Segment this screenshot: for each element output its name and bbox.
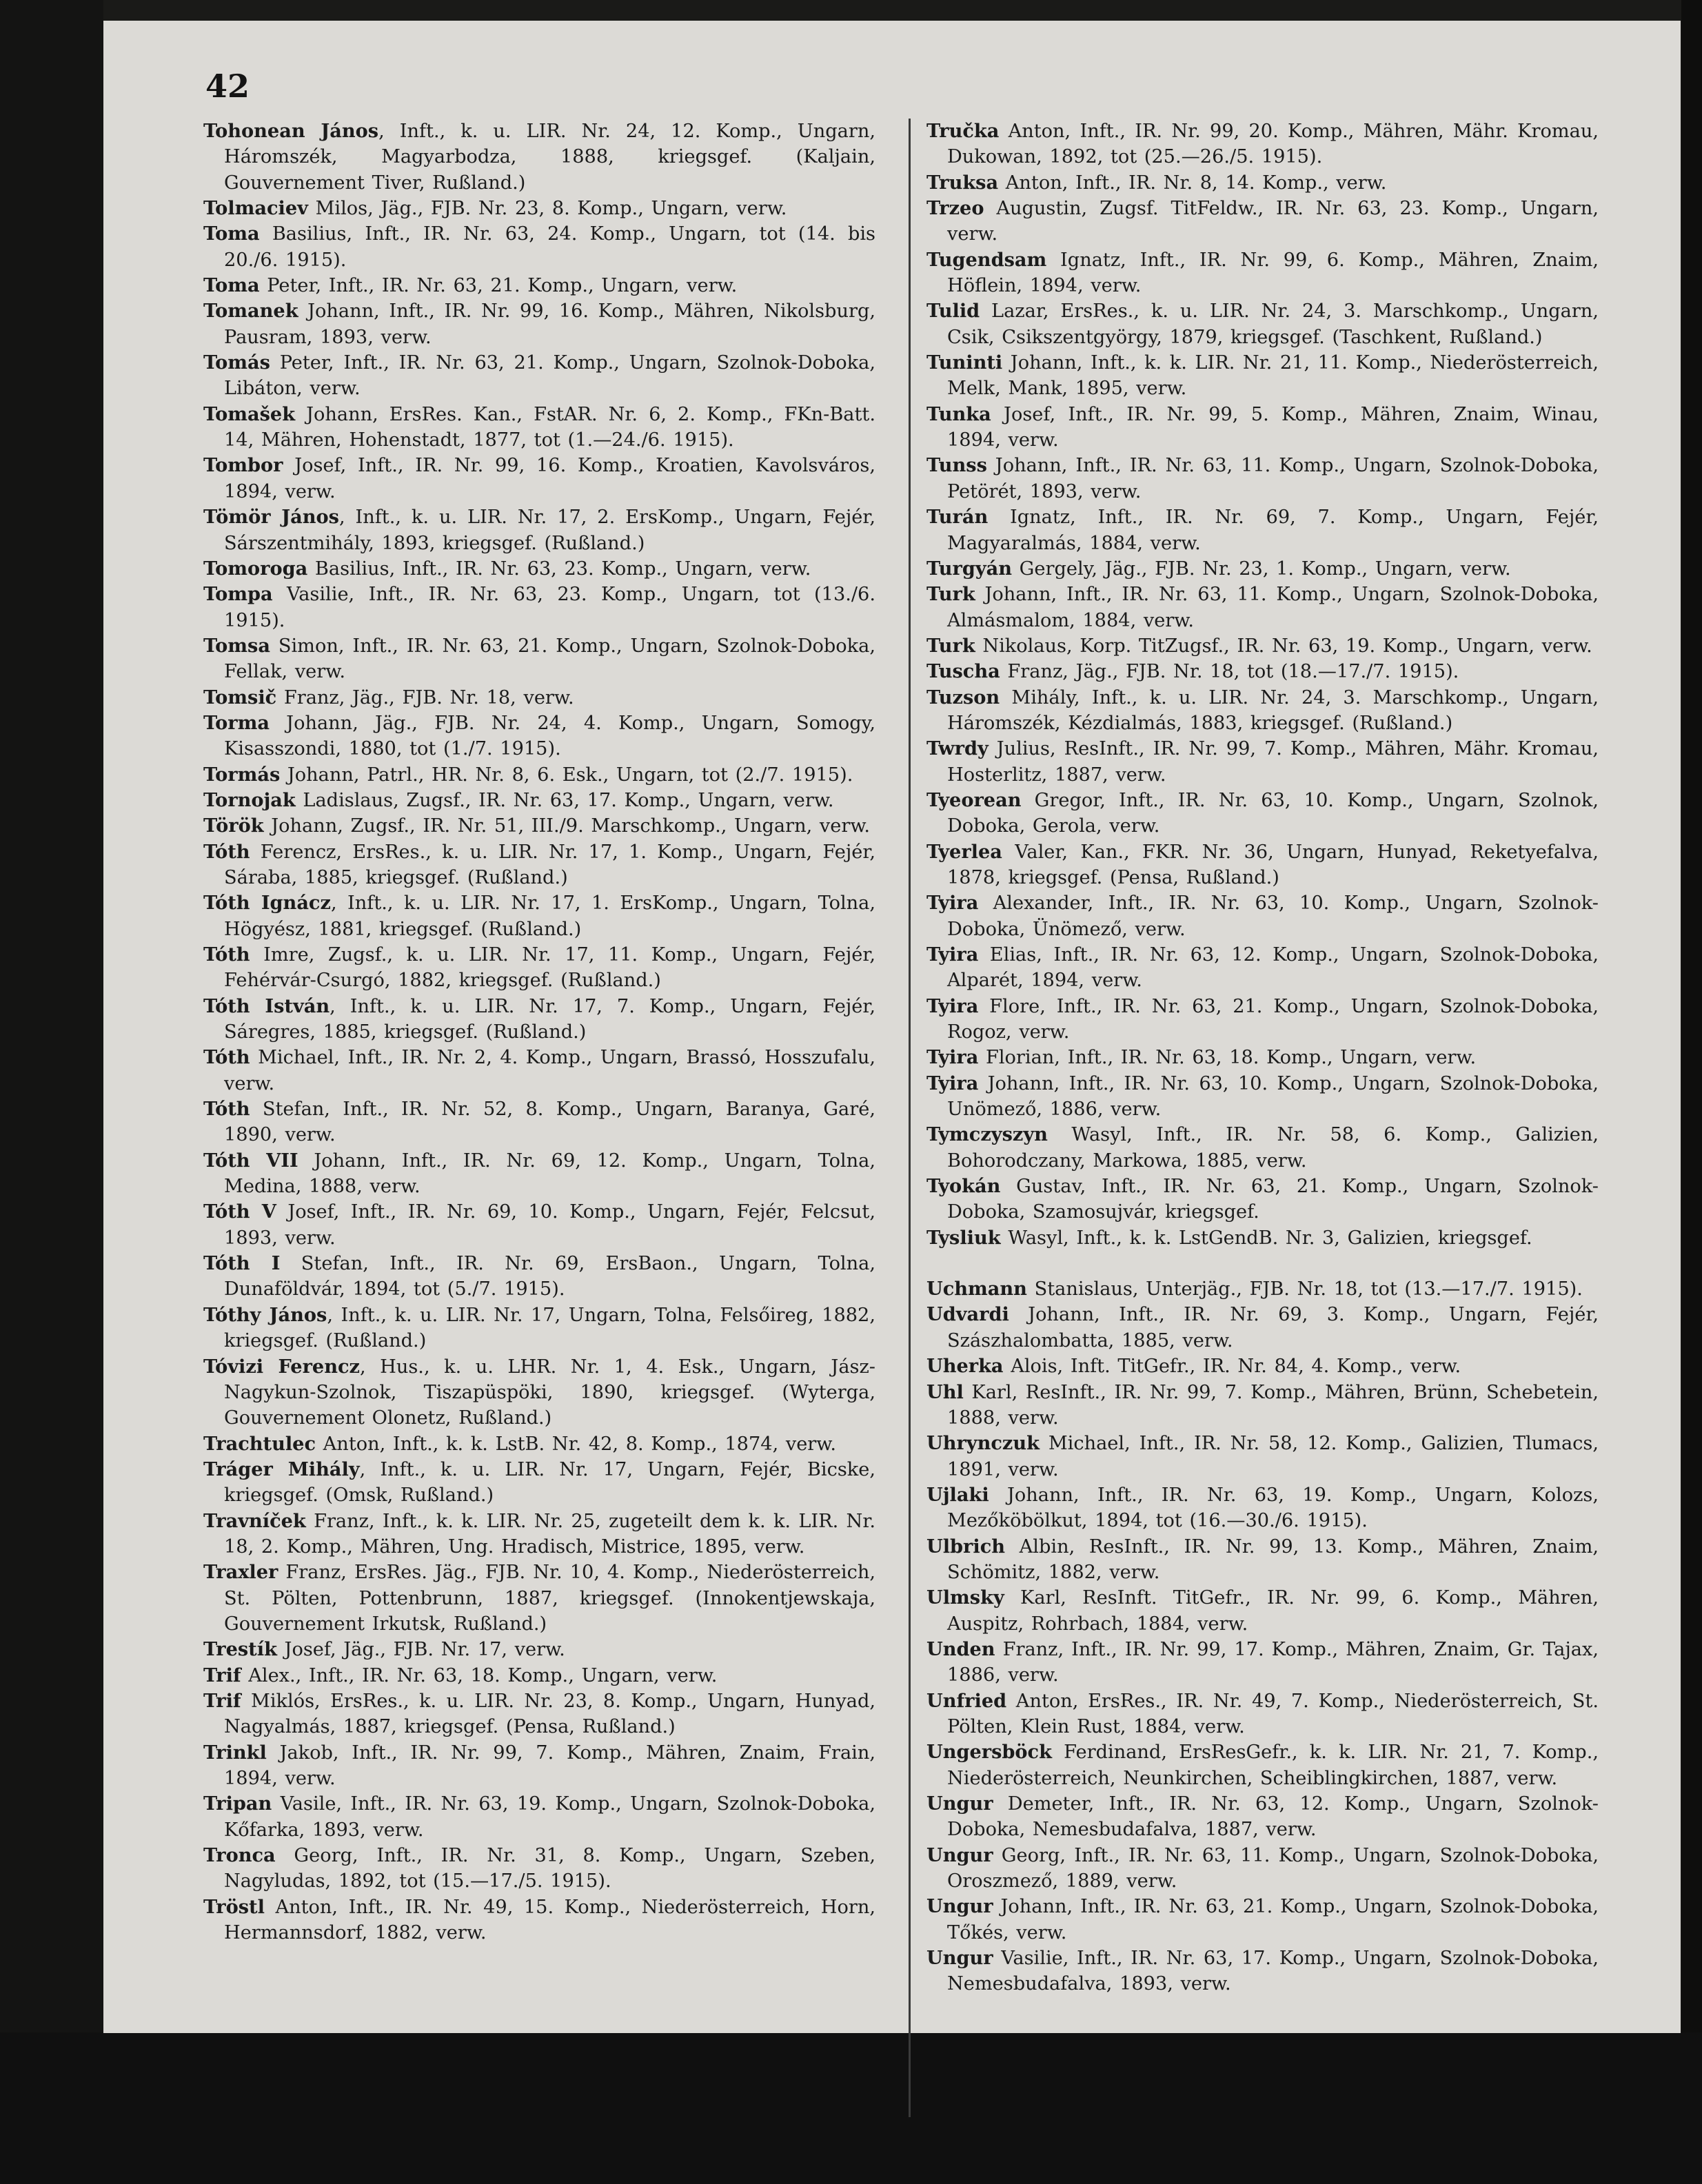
entry-details: Alex., Inft., IR. Nr. 63, 18. Komp., Ungarn, verw. [241,1664,718,1686]
entry-surname: Ulmsky [926,1586,1004,1609]
list-entry [926,1302,1599,1354]
entry-details: Lazar, ErsRes., k. u. LIR. Nr. 24, 3. Marschkomp., Ungarn, Csik, Csikszentgyörgy, 1879, kriegsgef. (Taschkent, Rußland.) [947,300,1599,348]
entry-details: Ladislaus, Zugsf., IR. Nr. 63, 17. Komp., Ungarn, verw. [295,789,834,811]
entry-details: Johann, ErsRes. Kan., FstAR. Nr. 6, 2. Komp., FKn-Batt. 14, Mähren, Hohenstadt, 1877, tot (1.—24./6. 1915). [224,403,875,451]
list-entry [926,1071,1599,1123]
entry-details: Franz, Jäg., FJB. Nr. 18, tot (18.—17./7. 1915). [1000,661,1459,683]
entry-details: , Inft., k. u. LIR. Nr. 17, Ungarn, Fejér, Bicske, kriegsgef. (Omsk, Rußland.) [224,1458,875,1507]
entry-surname: Tuninti [926,351,1003,374]
list-entry [926,1894,1599,1946]
entry-details: Albin, ResInft., IR. Nr. 99, 13. Komp., Mähren, Znaim, Schömitz, 1882, verw. [947,1535,1599,1583]
entry-surname: Ungersböck [926,1741,1052,1764]
entry-surname: Tormás [203,763,281,786]
list-entry [926,659,1599,684]
entry-details: Elias, Inft., IR. Nr. 63, 12. Komp., Ungarn, Szolnok-Doboka, Alparét, 1894, verw. [947,944,1599,992]
list-entry [203,1045,875,1096]
entry-surname: Tolmaciev [203,197,308,220]
entry-surname: Toma [203,223,260,245]
list-entry [203,350,875,402]
entry-details: Johann, Zugsf., IR. Nr. 51, III./9. Marschkomp., Ungarn, verw. [263,815,871,837]
list-entry [926,994,1599,1045]
list-entry [926,298,1599,350]
list-entry [203,1431,875,1457]
list-entry [926,1585,1599,1637]
entry-surname: Uchmann [926,1278,1027,1300]
list-entry [203,273,875,298]
entry-surname: Trif [203,1689,241,1712]
list-entry [203,1509,875,1560]
list-entry [203,788,875,813]
list-entry [203,1791,875,1843]
list-entry [203,119,875,196]
entry-surname: Tomanek [203,300,298,323]
entry-surname: Travníček [203,1509,306,1532]
entry-surname: Ulbrich [926,1535,1006,1558]
list-entry [926,453,1599,504]
entry-surname: Tyokán [926,1175,1001,1198]
entry-details: Johann, Inft., IR. Nr. 63, 19. Komp., Ungarn, Kolozs, Mezőköbölkut, 1894, tot (16.—30./6. 1915). [947,1484,1599,1532]
list-entry [926,402,1599,453]
entry-details: Gregor, Inft., IR. Nr. 63, 10. Komp., Ungarn, Szolnok, Doboka, Gerola, verw. [947,789,1599,837]
list-entry [203,1740,875,1792]
entry-surname: Unden [926,1637,995,1660]
list-entry [926,685,1599,737]
entry-details: Anton, ErsRes., IR. Nr. 49, 7. Komp., Niederösterreich, St. Pölten, Klein Rust, 1884, verw. [947,1690,1599,1737]
list-entry [926,633,1599,659]
entry-surname: Trestík [203,1638,277,1661]
list-entry [203,633,875,685]
entry-surname: Tunss [926,454,987,477]
entry-details: Josef, Inft., IR. Nr. 99, 16. Komp., Kroatien, Kavolsváros, 1894, verw. [224,455,875,502]
entry-surname: Traxler [203,1561,278,1584]
entry-details: Imre, Zugsf., k. u. LIR. Nr. 17, 11. Komp., Ungarn, Fejér, Fehérvár-Csurgó, 1882, kriegsgef. (Rußland.) [224,944,875,992]
entry-details: Michael, Inft., IR. Nr. 2, 4. Komp., Ungarn, Brassó, Hosszufalu, verw. [224,1047,875,1094]
list-entry [203,221,875,273]
entry-surname: Tomás [203,351,270,374]
list-entry [203,1354,875,1431]
list-entry [926,1225,1599,1251]
entry-surname: Tymczyszyn [926,1123,1048,1146]
entry-details: , Inft., k. u. LIR. Nr. 17, 1. ErsKomp., Ungarn, Tolna, Högyész, 1881, kriegsgef. (Rußland.) [224,892,876,940]
entry-details: Georg, Inft., IR. Nr. 31, 8. Komp., Ungarn, Szeben, Nagyludas, 1892, tot (15.—17./5. 1915). [224,1845,875,1892]
entry-surname: Truksa [926,171,999,194]
entry-details: Anton, Inft., IR. Nr. 8, 14. Komp., verw. [998,172,1387,194]
list-entry [926,736,1599,788]
list-entry [203,1663,875,1688]
entry-surname: Tóth [203,943,250,966]
list-entry [926,1843,1599,1895]
list-entry [926,196,1599,247]
entry-surname: Tronca [203,1844,276,1867]
entry-details: Michael, Inft., IR. Nr. 58, 12. Komp., Galizien, Tlumacs, 1891, verw. [947,1433,1599,1480]
entry-surname: Tomsič [203,686,277,708]
entry-surname: Tyeorean [926,788,1022,811]
list-entry [203,196,875,221]
entry-details: Stanislaus, Unterjäg., FJB. Nr. 18, tot (13.—17./7. 1915). [1026,1278,1583,1300]
entry-details: Anton, Inft., IR. Nr. 99, 20. Komp., Mähren, Mähr. Kromau, Dukowan, 1892, tot (25.—26./5. 1915). [947,121,1599,168]
entry-details: Julius, ResInft., IR. Nr. 99, 7. Komp., Mähren, Mähr. Kromau, Hosterlitz, 1887, verw. [947,738,1599,786]
entry-details: , Inft., k. u. LIR. Nr. 17, Ungarn, Tolna, Felsőireg, 1882, kriegsgef. (Rußland.) [224,1304,875,1352]
section-gap [926,1251,1599,1276]
entry-surname: Trachtulec [203,1432,316,1455]
list-entry [203,994,875,1045]
list-entry [926,1534,1599,1586]
entry-details: Johann, Jäg., FJB. Nr. 24, 4. Komp., Ungarn, Somogy, Kisasszondi, 1880, tot (1./7. 1915). [224,712,875,760]
entry-surname: Tompa [203,583,273,606]
entry-surname: Tyira [926,994,979,1017]
entry-surname: Tóvizi Ferencz [203,1355,360,1378]
entry-surname: Tuzson [926,686,1000,708]
entry-surname: Tóth István [203,994,330,1017]
entry-surname: Turk [926,634,975,657]
entry-surname: Twrdy [926,737,989,760]
entry-surname: Tóth Ignácz [203,892,331,915]
entry-details: Wasyl, Inft., k. k. LstGendB. Nr. 3, Galizien, kriegsgef. [1000,1227,1532,1249]
entry-surname: Tombor [203,454,283,477]
list-entry [203,1688,875,1740]
entry-details: , Inft., k. u. LIR. Nr. 17, 7. Komp., Ungarn, Fejér, Sáregres, 1885, kriegsgef. (Rußland.) [224,995,875,1043]
entry-details: Karl, ResInft., IR. Nr. 99, 7. Komp., Mähren, Brünn, Schebetein, 1888, verw. [947,1381,1599,1429]
entry-surname: Unfried [926,1689,1007,1712]
list-entry [203,1560,875,1637]
list-entry [926,504,1599,556]
entry-details: Simon, Inft., IR. Nr. 63, 21. Komp., Ungarn, Szolnok-Doboka, Fellak, verw. [224,635,875,683]
list-entry [203,1637,875,1662]
entry-surname: Tunka [926,402,991,425]
entry-details: Josef, Inft., IR. Nr. 69, 10. Komp., Ungarn, Fejér, Felcsut, 1893, verw. [224,1201,875,1249]
entry-surname: Tomoroga [203,557,308,580]
list-entry [926,788,1599,839]
list-entry [926,1482,1599,1534]
entry-details: Gustav, Inft., IR. Nr. 63, 21. Komp., Ungarn, Szolnok-Doboka, Szamosujvár, kriegsgef. [947,1176,1599,1223]
entry-details: Johann, Inft., IR. Nr. 63, 21. Komp., Ungarn, Szolnok-Doboka, Tőkés, verw. [947,1896,1599,1943]
list-entry [926,1354,1599,1379]
entry-surname: Tóthy János [203,1303,327,1326]
entry-surname: Ungur [926,1947,993,1970]
entry-details: Flore, Inft., IR. Nr. 63, 21. Komp., Ungarn, Szolnok-Doboka, Rogoz, verw. [947,995,1599,1043]
list-entry [926,247,1599,299]
list-entry [203,839,875,891]
entry-surname: Tohonean János [203,120,379,142]
list-entry [203,1457,875,1509]
list-entry [203,402,875,453]
list-entry [203,1199,875,1251]
entry-details: Johann, Inft., IR. Nr. 69, 12. Komp., Ungarn, Tolna, Medina, 1888, verw. [224,1150,875,1198]
entry-surname: Tóth [203,1098,250,1121]
list-entry [926,1276,1599,1302]
list-entry [203,1096,875,1148]
entry-details: Miklós, ErsRes., k. u. LIR. Nr. 23, 8. Komp., Ungarn, Hunyad, Nagyalmás, 1887, kriegsgef. (Pensa, Rußland.) [224,1690,875,1738]
entry-surname: Toma [203,274,260,297]
entry-surname: Tröstl [203,1895,265,1918]
list-entry [203,942,875,994]
entry-details: Georg, Inft., IR. Nr. 63, 11. Komp., Ungarn, Szolnok-Doboka, Oroszmező, 1889, verw. [947,1844,1599,1892]
entry-surname: Uhrynczuk [926,1432,1040,1455]
entry-surname: Tráger Mihály [203,1458,360,1480]
entry-surname: Ungur [926,1844,993,1866]
entry-surname: Tornojak [203,788,296,811]
entry-surname: Tomašek [203,402,296,425]
entry-details: Anton, Inft., k. k. LstB. Nr. 42, 8. Komp., 1874, verw. [316,1433,836,1455]
list-entry [203,1251,875,1303]
entry-details: Franz, Jäg., FJB. Nr. 18, verw. [276,686,574,708]
scan-border-bottom [0,2032,1702,2184]
list-entry [926,1174,1599,1225]
entry-details: Basilius, Inft., IR. Nr. 63, 23. Komp., Ungarn, verw. [307,558,811,580]
entry-surname: Uhl [926,1380,964,1403]
scan-border-left [0,0,103,2184]
entry-details: Josef, Inft., IR. Nr. 99, 5. Komp., Mähren, Znaim, Winau, 1894, verw. [947,403,1599,451]
entry-surname: Tóth V [203,1201,276,1223]
entry-surname: Turán [926,506,989,529]
entry-details: Vasilie, Inft., IR. Nr. 63, 23. Komp., Ungarn, tot (13./6. 1915). [224,584,875,631]
entry-details: Alois, Inft. TitGefr., IR. Nr. 84, 4. Komp., verw. [1003,1356,1461,1378]
entry-details: Ferdinand, ErsResGefr., k. k. LIR. Nr. 21, 7. Komp., Niederösterreich, Neunkirchen, Scheiblingkirchen, 1887, verw. [947,1742,1599,1789]
list-entry [203,1843,875,1895]
list-entry [926,1688,1599,1740]
list-entry [926,1380,1599,1431]
entry-details: Franz, ErsRes. Jäg., FJB. Nr. 10, 4. Komp., Niederösterreich, St. Pölten, Pottenbrunn, 1887, kriegsgef. (Innokentjewskaja, Gouvernement Irkutsk, Rußland.) [224,1562,875,1635]
entry-details: , Inft., k. u. LIR. Nr. 24, 12. Komp., Ungarn, Háromszék, Magyarbodza, 1888, kriegsgef. (Kaljain, Gouvernement Tiver, Rußland.) [224,121,875,194]
list-entry [926,890,1599,942]
entry-details: Peter, Inft., IR. Nr. 63, 21. Komp., Ungarn, verw. [259,275,738,297]
entry-surname: Tóth [203,840,250,863]
entry-surname: Tyira [926,1046,979,1069]
entry-details: Milos, Jäg., FJB. Nr. 23, 8. Komp., Ungarn, verw. [307,198,787,220]
entry-details: Valer, Kan., FKR. Nr. 36, Ungarn, Hunyad, Reketyefalva, 1878, kriegsgef. (Pensa, Rußland.) [947,841,1599,888]
right-column [926,119,1599,1997]
list-entry [926,1946,1599,1997]
entry-details: Demeter, Inft., IR. Nr. 63, 12. Komp., Ungarn, Szolnok-Doboka, Nemesbudafalva, 1887, verw. [947,1793,1599,1841]
list-entry [926,556,1599,582]
list-entry [926,839,1599,891]
entry-details: Franz, Inft., k. k. LIR. Nr. 25, zugeteilt dem k. k. LIR. Nr. 18, 2. Komp., Mähren, Ung. Hradisch, Mistrice, 1895, verw. [224,1510,875,1558]
list-entry [203,890,875,942]
list-entry [926,1739,1599,1791]
list-entry [926,119,1599,170]
entry-details: Stefan, Inft., IR. Nr. 52, 8. Komp., Ungarn, Baranya, Garé, 1890, verw. [224,1099,875,1146]
entry-surname: Tulid [926,300,980,323]
list-entry [203,1303,875,1354]
list-entry [203,1148,875,1200]
entry-details: Johann, Inft., IR. Nr. 63, 10. Komp., Ungarn, Szolnok-Doboka, Unömező, 1886, verw. [947,1072,1599,1121]
entry-surname: Tyira [926,892,979,915]
entry-details: Franz, Inft., IR. Nr. 99, 17. Komp., Mähren, Znaim, Gr. Tajax, 1886, verw. [947,1638,1599,1686]
entry-details: Vasile, Inft., IR. Nr. 63, 19. Komp., Ungarn, Szolnok-Doboka, Kőfarka, 1893, verw. [224,1793,875,1841]
entry-details: Johann, Inft., IR. Nr. 69, 3. Komp., Ungarn, Fejér, Szászhalombatta, 1885, verw. [947,1304,1599,1351]
entry-details: Anton, Inft., IR. Nr. 49, 15. Komp., Niederösterreich, Horn, Hermannsdorf, 1882, verw. [224,1896,875,1944]
entry-details: Jakob, Inft., IR. Nr. 99, 7. Komp., Mähren, Znaim, Frain, 1894, verw. [224,1742,875,1789]
entry-surname: Udvardi [926,1303,1009,1326]
entry-details: Ferencz, ErsRes., k. u. LIR. Nr. 17, 1. Komp., Ungarn, Fejér, Sáraba, 1885, kriegsgef. (Rußland.) [224,841,875,888]
list-entry [926,1791,1599,1843]
entry-surname: Ungur [926,1895,993,1918]
entry-details: Josef, Jäg., FJB. Nr. 17, verw. [276,1639,565,1661]
list-entry [203,298,875,350]
entry-details: Johann, Inft., IR. Nr. 63, 11. Komp., Ungarn, Szolnok-Doboka, Petörét, 1893, verw. [947,455,1599,502]
entry-surname: Uherka [926,1355,1004,1378]
entry-details: Basilius, Inft., IR. Nr. 63, 24. Komp., Ungarn, tot (14. bis 20./6. 1915). [224,223,875,271]
entry-details: Peter, Inft., IR. Nr. 63, 21. Komp., Ungarn, Szolnok-Doboka, Libáton, verw. [224,352,875,400]
column-divider [909,119,911,2117]
list-entry [203,504,875,556]
entry-surname: Tomsa [203,634,270,657]
entry-details: Wasyl, Inft., IR. Nr. 58, 6. Komp., Galizien, Bohorodczany, Markowa, 1885, verw. [947,1124,1599,1172]
list-entry [203,556,875,582]
entry-details: Karl, ResInft. TitGefr., IR. Nr. 99, 6. Komp., Mähren, Auspitz, Rohrbach, 1884, verw. [947,1587,1599,1635]
entry-details: Johann, Inft., IR. Nr. 63, 11. Komp., Ungarn, Szolnok-Doboka, Almásmalom, 1884, verw. [947,584,1599,631]
entry-surname: Tugendsam [926,248,1047,271]
list-entry [926,1122,1599,1174]
entry-surname: Turk [926,583,975,606]
entry-details: Johann, Inft., k. k. LIR. Nr. 21, 11. Komp., Niederösterreich, Melk, Mank, 1895, verw. [947,352,1599,400]
list-entry [926,582,1599,633]
list-entry [203,1895,875,1946]
list-entry [203,685,875,711]
entry-surname: Tuscha [926,660,1000,683]
entry-surname: Török [203,815,264,837]
entry-details: Mihály, Inft., k. u. LIR. Nr. 24, 3. Marschkomp., Ungarn, Háromszék, Kézdialmás, 1883, kriegsgef. (Rußland.) [947,686,1599,734]
list-entry [203,582,875,633]
entry-details: Augustin, Zugsf. TitFeldw., IR. Nr. 63, 23. Komp., Ungarn, verw. [947,198,1599,245]
entry-details: Vasilie, Inft., IR. Nr. 63, 17. Komp., Ungarn, Szolnok-Doboka, Nemesbudafalva, 1893, verw. [947,1948,1599,1995]
entry-surname: Trzeo [926,197,984,220]
entry-surname: Torma [203,711,270,734]
entry-surname: Tručka [926,120,1000,142]
list-entry [926,1045,1599,1070]
list-entry [203,453,875,504]
entry-surname: Tyira [926,943,979,966]
entry-surname: Tysliuk [926,1226,1001,1249]
scan-border-right [1681,0,1702,2184]
page-number: 42 [205,68,250,105]
entry-surname: Tóth VII [203,1149,298,1172]
list-entry [926,1637,1599,1688]
entry-surname: Tóth I [203,1252,281,1275]
entry-details: Gergely, Jäg., FJB. Nr. 23, 1. Komp., Ungarn, verw. [1012,558,1511,580]
entry-surname: Ungur [926,1793,993,1815]
entry-details: Ignatz, Inft., IR. Nr. 99, 6. Komp., Mähren, Znaim, Höflein, 1894, verw. [947,249,1599,297]
entry-surname: Trif [203,1664,241,1686]
entry-details: Alexander, Inft., IR. Nr. 63, 10. Komp., Ungarn, Szolnok-Doboka, Ünömező, verw. [947,892,1599,940]
list-entry [926,350,1599,402]
list-entry [926,170,1599,196]
entry-surname: Tyira [926,1072,979,1094]
entry-surname: Trinkl [203,1741,267,1764]
left-column [203,119,875,1946]
entry-surname: Tripan [203,1793,272,1815]
list-entry [926,942,1599,994]
entry-details: Stefan, Inft., IR. Nr. 69, ErsBaon., Ungarn, Tolna, Dunaföldvár, 1894, tot (5./7. 1915). [224,1253,875,1300]
list-entry [203,813,875,839]
entry-details: Johann, Inft., IR. Nr. 99, 16. Komp., Mähren, Nikolsburg, Pausram, 1893, verw. [224,300,875,348]
list-entry [203,762,875,788]
entry-details: Ignatz, Inft., IR. Nr. 69, 7. Komp., Ungarn, Fejér, Magyaralmás, 1884, verw. [947,507,1599,554]
entry-details: , Inft., k. u. LIR. Nr. 17, 2. ErsKomp., Ungarn, Fejér, Sárszentmihály, 1893, kriegsgef. (Rußland.) [224,507,875,554]
entry-surname: Turgyán [926,557,1013,580]
entry-details: , Hus., k. u. LHR. Nr. 1, 4. Esk., Ungarn, Jász-Nagykun-Szolnok, Tiszapüspöki, 1890, kriegsgef. (Wyterga, Gouvernement Olonetz, Rußland.) [224,1356,875,1429]
entry-details: Florian, Inft., IR. Nr. 63, 18. Komp., Ungarn, verw. [978,1047,1477,1069]
entry-surname: Tömör János [203,506,339,529]
entry-details: Nikolaus, Korp. TitZugsf., IR. Nr. 63, 19. Komp., Ungarn, verw. [975,635,1592,657]
entry-surname: Tyerlea [926,840,1002,863]
list-entry [203,711,875,762]
entry-surname: Ujlaki [926,1483,989,1506]
entry-details: Johann, Patrl., HR. Nr. 8, 6. Esk., Ungarn, tot (2./7. 1915). [280,764,853,786]
list-entry [926,1431,1599,1482]
entry-surname: Tóth [203,1046,250,1069]
